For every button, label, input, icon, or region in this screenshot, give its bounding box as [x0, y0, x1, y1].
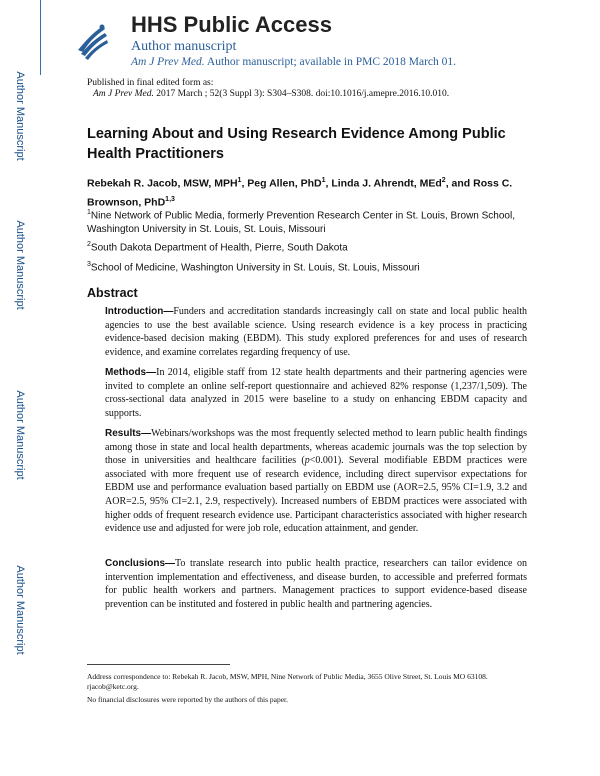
- affiliation-text: School of Medicine, Washington University in St. Louis, St. Louis, Missouri: [90, 262, 420, 274]
- author-name: Peg Allen, PhD: [247, 177, 322, 190]
- affiliation-marker: 2: [441, 177, 446, 184]
- author-list: [87, 173, 527, 210]
- published-label: Published in final edited form as:: [87, 78, 214, 88]
- affiliation-number: 2: [87, 241, 91, 248]
- author-name: Ross C. Brownson, PhD: [87, 177, 513, 208]
- manuscript-label: Author manuscript: [131, 39, 237, 54]
- affiliation: [87, 238, 527, 255]
- affiliation-text: South Dakota Department of Health, Pierre, South Dakota: [90, 242, 348, 254]
- p-value-symbol: p: [304, 455, 310, 467]
- section-text: Webinars/workshops was the most frequently selected method to learn public health findings among those in state and local health departments, whereas academic journals was the top selection by those in universities and healthcare facilities (: [105, 428, 527, 467]
- section-text: To translate research into public health practice, researchers can tailor evidence on intervention implementation and effectiveness, and disease burden, to accessible and preferred formats for public health workers and partners. Management practices to support evidence-based disease prevention can be instituted and fostered in public health and partnering agencies.: [105, 558, 527, 610]
- affiliation-marker: 1: [321, 177, 326, 184]
- affiliation-marker: 1,3: [165, 195, 175, 203]
- author-name: Rebekah R. Jacob, MSW, MPH: [87, 177, 238, 190]
- abstract-heading: Abstract: [87, 286, 138, 300]
- section-label: Introduction—: [105, 306, 174, 317]
- sidebar-label: Author Manuscript: [14, 565, 26, 655]
- section-text: In 2014, eligible staff from 12 state health departments and their partnering agencies were invited to complete an online self-report questionnaire and achieved 82% response (1,237/1,509). The cross-sectional data analyzed in 2015 were baseline to a study on enhancing EBDM capacity and supports.: [105, 367, 527, 419]
- section-label: Conclusions—: [105, 558, 176, 569]
- hhs-eagle-logo-icon: [75, 20, 111, 60]
- affiliation-number: 1: [87, 209, 91, 216]
- footnote-rule: [87, 664, 230, 665]
- section-label: Methods—: [105, 367, 157, 378]
- abstract-results: [105, 427, 527, 536]
- sidebar-label: Author Manuscript: [14, 71, 26, 161]
- affiliation-number: 3: [87, 261, 91, 268]
- correspondence-note: Address correspondence to: Rebekah R. Jacob, MSW, MPH, Nine Network of Public Media, 3655 Olive Street, St. Louis MO 63108. rjacob@ketc.org.: [87, 672, 488, 691]
- published-in: [87, 78, 449, 100]
- author-name: Linda J. Ahrendt, MEd: [331, 177, 442, 190]
- author-separator: ,: [325, 177, 332, 190]
- sidebar-label: Author Manuscript: [14, 390, 26, 480]
- journal-citation: Am J Prev Med. Author manuscript; available in PMC 2018 March 01.: [131, 56, 457, 68]
- author-separator: , and: [445, 177, 474, 190]
- disclosure-note: No financial disclosures were reported by the authors of this paper.: [87, 695, 288, 704]
- affiliation: [87, 258, 527, 275]
- abstract-introduction: [105, 305, 527, 359]
- section-text: Funders and accreditation standards increasingly call on state and local public health agencies to use the best available science. Using research evidence is a key process in practicing evidence-based decision making (EBDM). This study explored preferences for and uses of research evidence, and examine correlates regarding frequency of use.: [105, 306, 527, 358]
- affiliation-text: Nine Network of Public Media, formerly Prevention Research Center in St. Louis, Brown School, Washington University in St. Louis, St. Louis, Missouri: [87, 210, 515, 235]
- abstract-methods: [105, 366, 527, 420]
- hhs-title: HHS Public Access: [131, 12, 332, 37]
- article-title: Learning About and Using Research Evidence Among Public Health Practitioners: [87, 126, 506, 162]
- affiliation-marker: 1: [237, 177, 242, 184]
- affiliation: [87, 206, 527, 236]
- section-text: <0.001). Several modifiable EBDM practices were associated with more frequent use of research evidence, including direct supervisor expectations for EBDM use and performance evaluation based partially on EBDM use (AOR=2.5, 95% CI=1.9, 3.2 and AOR=2.5, 95% CI=2.1, 2.9, respectively). Increased numbers of EBDM practices were associated with higher odds of frequent research evidence use. Participant characteristics associated with higher research evidence use and adjusted for were job role, education attainment, and gender.: [105, 455, 527, 535]
- published-citation: Am J Prev Med. 2017 March ; 52(3 Suppl 3): S304–S308. doi:10.1016/j.amepre.2016.10.010.: [93, 89, 450, 99]
- section-label: Results—: [105, 428, 152, 439]
- abstract-conclusions: [105, 557, 527, 611]
- author-manuscript-sidebar: [0, 0, 40, 776]
- author-separator: ,: [241, 177, 248, 190]
- sidebar-label: Author Manuscript: [14, 220, 26, 310]
- header-divider: [40, 0, 41, 75]
